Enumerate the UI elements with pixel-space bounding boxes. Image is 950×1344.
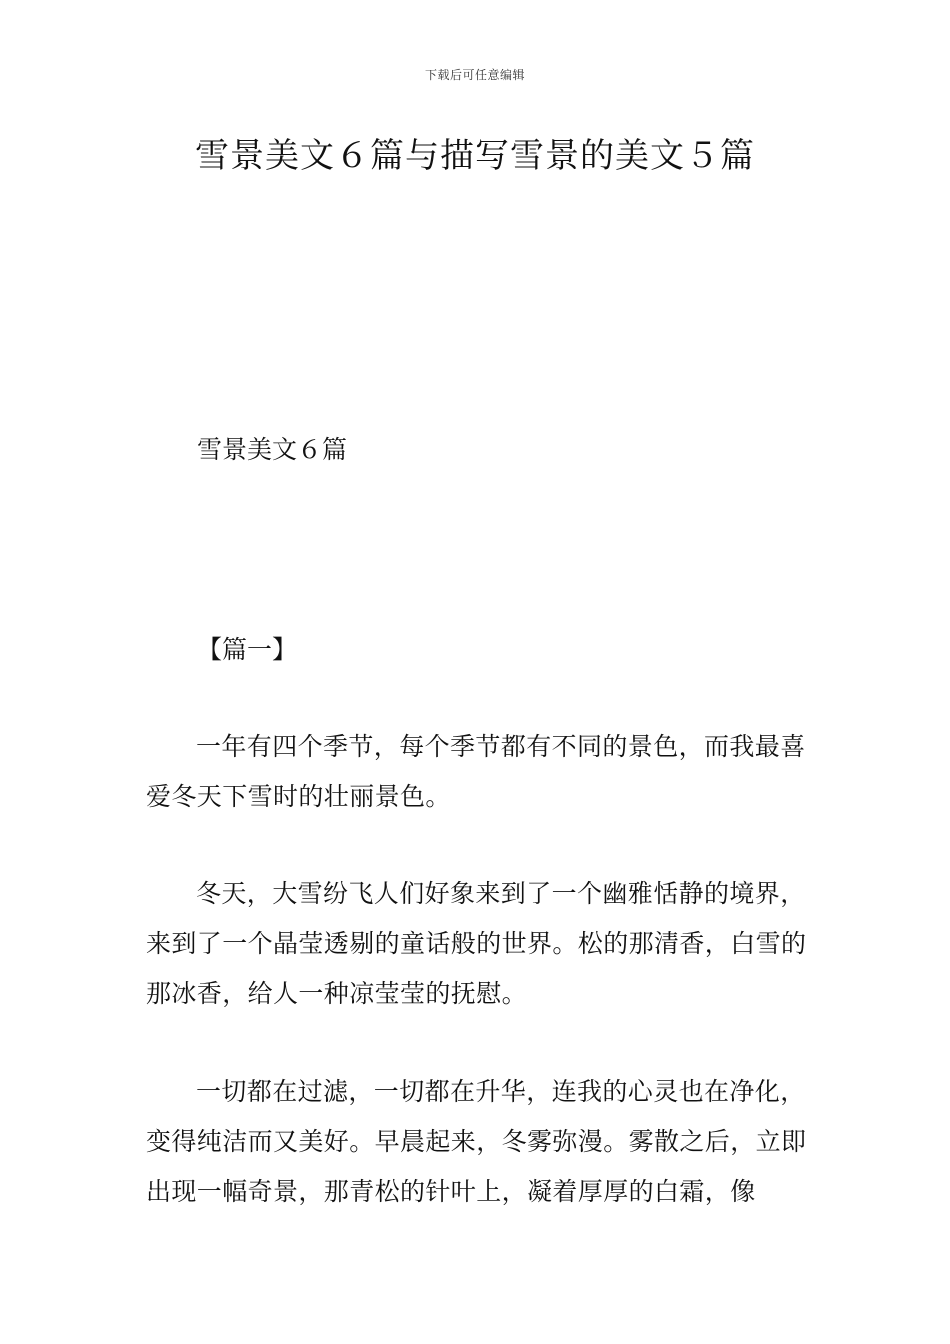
paragraph-1: 一年有四个季节，每个季节都有不同的景色，而我最喜爱冬天下雪时的壮丽景色。: [146, 732, 806, 811]
part-heading: 【篇一】: [197, 635, 298, 664]
paragraph-3: 一切都在过滤，一切都在升华，连我的心灵也在净化，变得纯洁而又美好。早晨起来，冬雾弥漫。雾散之后，立即出现一幅奇景，那青松的针叶上，凝着厚厚的白霜，像: [146, 1077, 807, 1206]
header-note: 下载后可任意编辑: [424, 68, 525, 82]
document-title: 雪景美文６篇与描写雪景的美文５篇: [195, 136, 755, 176]
section-heading: 雪景美文６篇: [197, 435, 348, 464]
paragraph-2: 冬天，大雪纷飞人们好象来到了一个幽雅恬静的境界，来到了一个晶莹透剔的童话般的世界。松的那清香，白雪的那冰香，给人一种凉莹莹的抚慰。: [146, 879, 807, 1008]
